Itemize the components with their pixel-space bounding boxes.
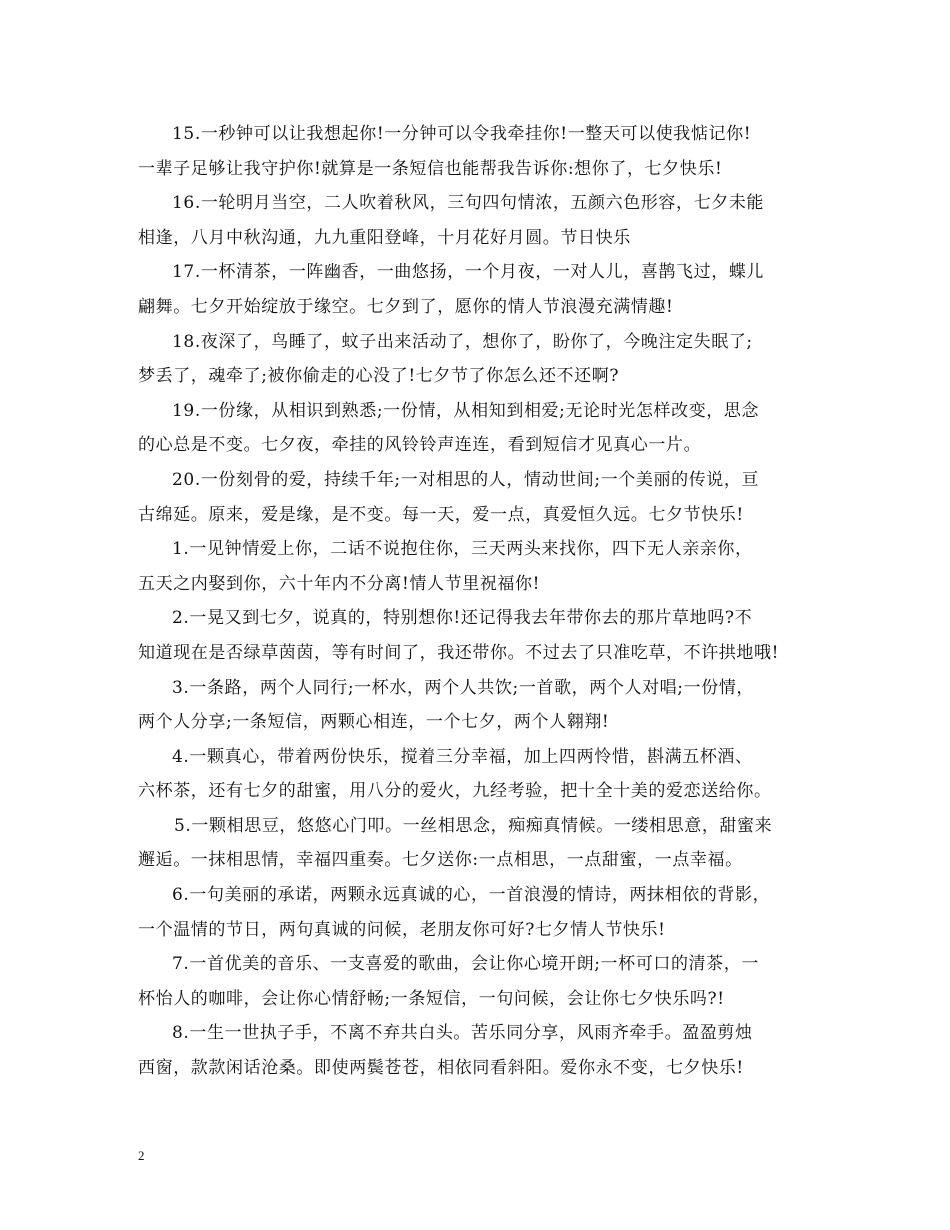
paragraph bbox=[138, 947, 828, 1016]
paragraph bbox=[138, 1016, 828, 1085]
text-line: 邂逅。一抹相思情，幸福四重奏。七夕送你:一点相思，一点甜蜜，一点幸福。 bbox=[138, 850, 743, 871]
text-line: 6.一句美丽的承诺，两颗永远真诚的心，一首浪漫的情诗，两抹相依的背影， bbox=[172, 885, 771, 906]
text-line: 知道现在是否绿草茵茵，等有时间了，我还带你。不过去了只准吃草，不许拱地哦! bbox=[138, 642, 780, 663]
text-line: 4.一颗真心，带着两份快乐，搅着三分幸福，加上四两怜惜，斟满五杯酒、 bbox=[172, 746, 753, 767]
text-line: 1.一见钟情爱上你，二话不说抱住你，三天两头来找你，四下无人亲亲你， bbox=[172, 539, 753, 560]
paragraph bbox=[138, 325, 828, 394]
text-line: 相逢，八月中秋沟通，九九重阳登峰，十月花好月圆。节日快乐 bbox=[138, 227, 631, 248]
text-line: 梦丢了，魂牵了;被你偷走的心没了!七夕节了你怎么还不还啊? bbox=[138, 366, 620, 387]
text-line: 7.一首优美的音乐、一支喜爱的歌曲，会让你心境开朗;一杯可口的清茶，一 bbox=[172, 954, 759, 975]
paragraph bbox=[138, 740, 828, 809]
text-line: 六杯茶，还有七夕的甜蜜，用八分的爱火，九经考验，把十全十美的爱恋送给你。 bbox=[138, 781, 772, 802]
text-line: 15.一秒钟可以让我想起你!一分钟可以令我牵挂你!一整天可以使我惦记你! bbox=[172, 124, 752, 144]
paragraph bbox=[138, 878, 828, 947]
paragraph bbox=[138, 809, 828, 878]
text-line: 2.一晃又到七夕，说真的，特别想你!还记得我去年带你去的那片草地吗?不 bbox=[172, 608, 753, 629]
text-line: 翩舞。七夕开始绽放于缘空。七夕到了，愿你的情人节浪漫充满情趣! bbox=[138, 296, 674, 317]
paragraph bbox=[138, 186, 828, 255]
paragraph bbox=[138, 532, 828, 601]
text-line: 3.一条路，两个人同行;一杯水，两个人共饮;一首歌，两个人对唱;一份情， bbox=[172, 677, 755, 698]
text-line: 17.一杯清茶，一阵幽香，一曲悠扬，一个月夜，一对人儿，喜鹊飞过，蝶儿 bbox=[172, 262, 765, 283]
text-line: 18.夜深了，鸟睡了，蚊子出来活动了，想你了，盼你了，今晚注定失眠了; bbox=[172, 331, 753, 352]
text-line: 16.一轮明月当空，二人吹着秋风，三句四句情浓，五颜六色形容，七夕未能 bbox=[172, 193, 765, 214]
paragraph bbox=[138, 117, 828, 186]
paragraph bbox=[138, 255, 828, 324]
text-line: 两个人分享;一条短信，两颗心相连，一个七夕，两个人翱翔! bbox=[138, 712, 610, 733]
text-line: 五天之内娶到你，六十年内不分离!情人节里祝福你! bbox=[138, 573, 541, 594]
paragraph bbox=[138, 463, 828, 532]
text-line: 5.一颗相思豆，悠悠心门叩。一丝相思念，痴痴真情候。一缕相思意，甜蜜来 bbox=[174, 815, 773, 836]
text-line: 20.一份刻骨的爱，持续千年;一对相思的人，情动世间;一个美丽的传说，亘 bbox=[172, 469, 760, 490]
text-line: 西窗，款款闲话沧桑。即使两鬓苍苍，相依同看斜阳。爱你永不变，七夕快乐! bbox=[138, 1058, 744, 1079]
text-line: 19.一份缘，从相识到熟悉;一份情，从相知到相爱;无论时光怎样改变，思念 bbox=[172, 400, 760, 421]
paragraph bbox=[138, 671, 828, 740]
page-number: 2 bbox=[138, 1148, 145, 1163]
paragraph bbox=[138, 394, 828, 463]
text-line: 8.一生一世执子手，不离不弃共白头。苦乐同分享，风雨齐牵手。盈盈剪烛 bbox=[172, 1023, 753, 1044]
text-line: 的心总是不变。七夕夜，牵挂的风铃铃声连连，看到短信才见真心一片。 bbox=[138, 435, 702, 456]
text-line: 杯怡人的咖啡，会让你心情舒畅;一条短信，一句问候，会让你七夕快乐吗?! bbox=[138, 988, 725, 1009]
body-text bbox=[138, 117, 828, 1086]
text-line: 一个温情的节日，两句真诚的问候，老朋友你可好?七夕情人节快乐! bbox=[138, 919, 666, 940]
text-line: 一辈子足够让我守护你!就算是一条短信也能帮我告诉你:想你了，七夕快乐! bbox=[138, 158, 723, 179]
paragraph bbox=[138, 601, 828, 670]
text-line: 古绵延。原来，爱是缘，是不变。每一天，爱一点，真爱恒久远。七夕节快乐! bbox=[138, 504, 744, 525]
